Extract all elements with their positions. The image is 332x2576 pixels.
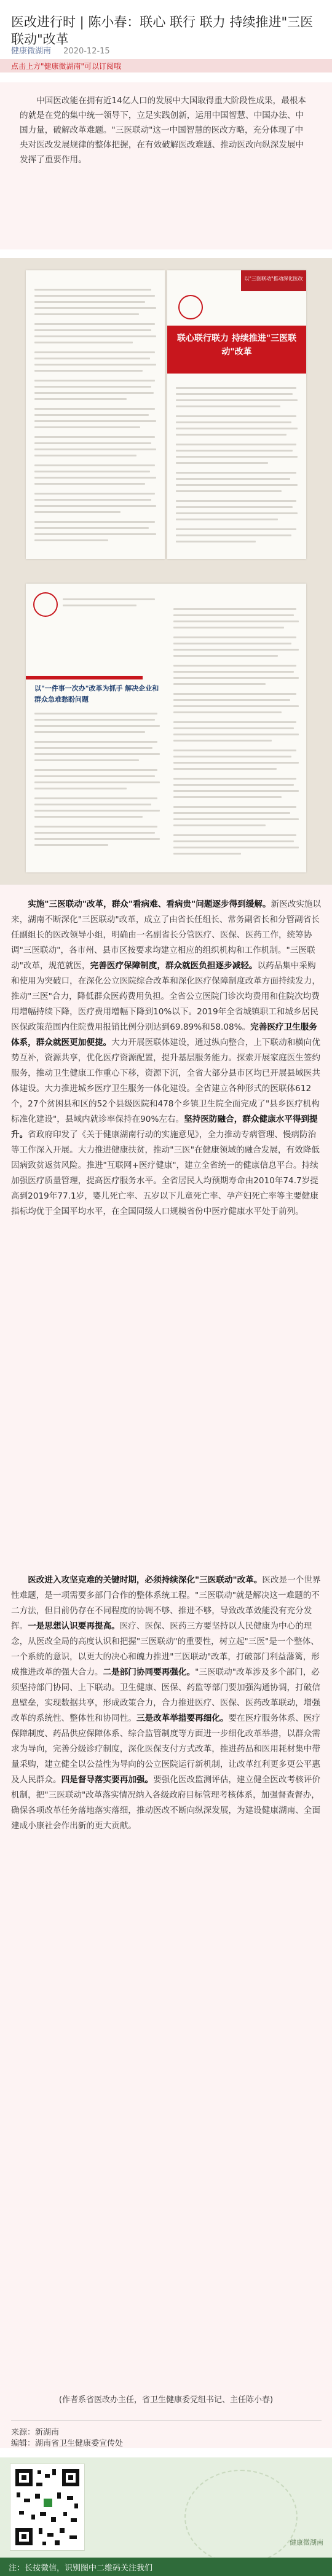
paragraph-1 [11, 897, 322, 1219]
lead-3: 坚持医防融合，群众健康水平得到提升。 [11, 1114, 318, 1140]
text-2: 大力开展医联体建设，通过纵向整合，上下联动和横向优势互补，资源共享，优化医疗资源配置，提升基层服务能力。探索开展家庭医生签约服务，推动卫生健康工作重心下移，资源下沉，全省大部分县市区均已开展县域医共体建设。大力推进城乡医疗卫生服务一体化建设。 [11, 1038, 320, 1094]
magazine-title-1: 联心联行联力 持续推进"三医联动"改革 [176, 334, 297, 357]
text-9: 要强化医改监测评估，建立健全医改考核评价机制，把"三医联动"改革落实情况纳入各级政府目标管理考核体系，加强督查督办，确保各项改革任务落地落实落细，推动医改不断向纵深发展，为建设健康湖南、全面建成小康社会作出新的更大贡献。 [11, 1775, 320, 1831]
lead-1b: 完善医疗保障制度，群众就医负担逐步减轻。 [90, 961, 258, 971]
text-7: "三医联动"改革涉及多个部门，必须坚持部门协同、上下联动。卫生健康、医保、药监等部门要加强沟通协调，打破信息壁垒，实现数据共享，形成政策合力，合力推进医疗、医保、医药改革联动，增强改革的系统性、整体性和协同性。 [11, 1667, 320, 1723]
footer-banner [0, 2457, 332, 2576]
intro-paragraph: 中国医改能在拥有近14亿人口的发展中大国取得重大阶段性成果，最根本的就是在党的集中统一领导下，立足实践创新，运用中国智慧、中国办法、中国力量，破解改革难题。"三医联动"这一中国智慧的医改方略，充分体现了中央对医改发展规律的整体把握，在有效破解医改难题、推动医改向纵深发展中发挥了重要作用。 [20, 96, 306, 165]
paragraph-2 [11, 1573, 322, 1834]
subscribe-notice[interactable] [0, 59, 332, 72]
lead-6: 一是思想认识要再提高。 [28, 1621, 120, 1631]
lead-7: 二是部门协同要再强化。 [103, 1667, 196, 1677]
lead-2: 完善医疗卫生服务体系，群众就医更加便捷。 [11, 1022, 317, 1047]
magazine-right-page [167, 270, 306, 559]
qr-code[interactable] [10, 2464, 85, 2551]
fingerprint-icon [184, 2470, 298, 2564]
magazine-left-page [26, 270, 165, 559]
text-1b: 以药品集中采购和使用为突破口，在深化公立医院综合改革和深化医疗保障制度改革方面持续发力，推动"三医"合力，降低群众医药费用负担。全省公立医院门诊次均费用和住院次均费用增幅持续下降，医疗费用增幅下降到10%以下。2019年全省城镇职工和城乡居民医保政策范围内住院费用报销比例分别达到69.89%和58.08%。 [11, 961, 320, 1032]
author-note: (作者系省医改办主任，省卫生健康委党组书记、主任陈小春) [58, 2395, 274, 2405]
magazine-image-2 [0, 577, 332, 885]
editor-line: 编辑：湖南省卫生健康委宣传处 [11, 2439, 124, 2448]
footer-bar [0, 2558, 332, 2576]
accent-band [26, 676, 143, 679]
magazine-title-2: 以"一件事一次办"改革为抓手 解决企业和群众急难愁盼问题 [34, 684, 159, 703]
footer-slogan: 注：长按微信，识别图中二维码关注我们 [9, 2564, 153, 2573]
lead-1: 实施"三医联动"改革，群众"看病难、看病贵"问题逐步得到缓解。 [28, 899, 271, 909]
article-body [0, 885, 332, 2448]
text-8: 要在医疗服务体系、医疗保障制度、药品供应保障体系、综合监管制度等方面进一步细化改革举措，以群众需求为导向，完善分级诊疗制度，深化医保支付方式改革，推进药品和医用耗材集中带量采购，建立健全以公益性为导向的公立医院运行新机制，让改革红利更多更公平惠及人民群众。 [11, 1713, 320, 1785]
intro-box [0, 82, 332, 249]
account-link[interactable]: 健康微湖南 [11, 47, 52, 56]
emblem-icon-2 [33, 592, 58, 617]
publish-date: 2020-12-15 [63, 47, 110, 56]
lead-9: 四是督导落实要再加强。 [61, 1775, 154, 1785]
text-6: 医疗、医保、医药三方要坚持以人民健康为中心的理念，从医改全局的高度认识和把握"三医联动"的重要性，树立起"三医"是一个整体、一个系统的意识，以更大的决心和魄力推进"三医联动"改革，打破部门利益藩篱，形成推进改革的强大合力。 [11, 1621, 320, 1677]
text-3: 全省建立各种形式的医联体612个，27个贫困县和区的52个县级医院和478个乡镇卫生院全面完成了"县乡医疗机构标准化建设"，县域内就诊率保持在90%左右。 [11, 1084, 320, 1124]
magazine-label-1: 以"三医联动"推动深化医改 [244, 276, 303, 281]
lead-8: 三是改革举措要再细化。 [136, 1713, 229, 1723]
text-4: 省政府印发了《关于健康湖南行动的实施意见》，全力推动专病管理、慢病防治等工作深入开展。大力推进健康扶贫，推动"三医"在健康领域的融合发展，有效降低因病致贫返贫风险。推进"互联网+医疗健康"，建立全省统一的健康信息平台。持续加强医疗质量管理，提高医疗服务水平。全省居民人均预期寿命由2010年74.7岁提高到2019年77.1岁，婴儿死亡率、五岁以下儿童死亡率、孕产妇死亡率等主要健康指标均优于全国平均水平，在全国同级人口规模省份中医疗健康水平处于前列。 [11, 1130, 320, 1216]
text-5: 医改是一个世界性难题，是一项需要多部门合作的整体系统工程。"三医联动"就是解决这一难题的不二方法，但目前仍存在不同程度的协调不够、推进不够，导致改革效能没有充分发挥。 [11, 1575, 321, 1631]
lead-5: 医改进入攻坚克难的关键时期，必须持续深化"三医联动"改革。 [28, 1575, 263, 1585]
magazine-image-1 [0, 258, 332, 577]
footer-logo: 健康微湖南 [290, 2539, 323, 2547]
text-1: 新医改实施以来，湖南不断深化"三医联动"改革，成立了由省长任组长、常务副省长和分管副省长任副组长的医改领导小组，明确由一名副省长分管医疗、医保、医药工作，统筹协调"三医联动"，各市州、县市区按要求均建立相应的组织机构和工作机制。"三医联动"改革，规范就医， [11, 899, 322, 971]
emblem-icon [178, 295, 203, 319]
subscribe-notice-text: 点击上方"健康微湖南"可以订阅哦 [11, 62, 122, 71]
article-meta [11, 44, 110, 56]
article-title: 医改进行时 | 陈小春：联心 联行 联力 持续推进"三医联动"改革 [11, 15, 314, 47]
source-line: 来源：新湖南 [11, 2428, 60, 2437]
magazine-page-2 [26, 584, 306, 872]
